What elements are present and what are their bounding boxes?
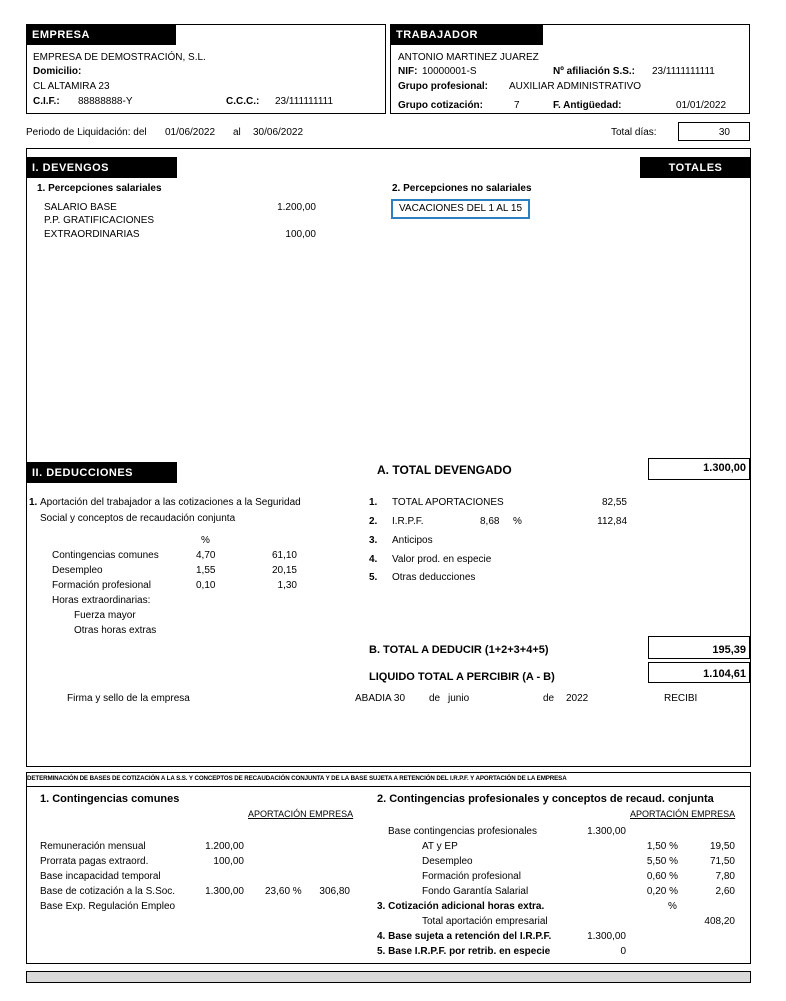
irpf-base-label: 4. Base sujeta a retención del I.R.P.F. — [377, 931, 552, 942]
afiliacion-label: Nº afiliación S.S.: — [553, 66, 636, 77]
remuneracion-label: Remuneración mensual — [40, 841, 146, 852]
empresa-name: EMPRESA DE DEMOSTRACIÓN, S.L. — [33, 52, 206, 63]
salarial-amount: 100,00 — [285, 229, 316, 240]
deduccion-right-num: 4. — [369, 554, 378, 565]
pct-header: % — [201, 535, 210, 546]
total-aportacion-value: 408,20 — [704, 916, 735, 927]
irpf-base-value: 1.300,00 — [587, 931, 626, 942]
horas-extra-cotizacion-label: 3. Cotización adicional horas extra. — [377, 901, 545, 912]
domicilio-label: Domicilio: — [33, 66, 82, 77]
base-profesionales-value: 1.300,00 — [587, 826, 626, 837]
aportacion-empresa-header: APORTACIÓN EMPRESA — [248, 809, 354, 819]
total-dias-label: Total días: — [611, 127, 657, 138]
firma-year: 2022 — [566, 693, 589, 704]
deduccion-right-num: 2. — [369, 516, 378, 527]
footer-bar — [26, 971, 751, 983]
grupo-value: AUXILIAR ADMINISTRATIVO — [509, 81, 642, 92]
horas-extra-label: Horas extraordinarias: — [52, 595, 151, 606]
prorrata-value: 100,00 — [213, 856, 244, 867]
deduccion-amount: 1,30 — [277, 580, 297, 591]
deduccion-right-label: Anticipos — [392, 535, 433, 546]
total-devengado-value: 1.300,00 — [648, 458, 750, 480]
base-cotizacion-label: Base de cotización a la S.Soc. — [40, 886, 176, 897]
base-cotizacion-value: 1.300,00 — [205, 886, 244, 897]
salariales-title: 1. Percepciones salariales — [37, 183, 162, 194]
liquido-label: LIQUIDO TOTAL A PERCIBIR (A - B) — [369, 671, 555, 683]
horas-extra-cotizacion-pct: % — [668, 901, 677, 912]
prof-item-label: Fondo Garantía Salarial — [422, 886, 529, 897]
fuerza-mayor-label: Fuerza mayor — [74, 610, 136, 621]
recibi-label: RECIBI — [664, 693, 698, 704]
trabajador-header: TRABAJADOR — [390, 24, 543, 45]
antiguedad-value: 01/01/2022 — [676, 100, 727, 111]
irpf-pct: 8,68 — [480, 516, 500, 527]
prof-item-pct: 1,50 % — [646, 841, 678, 852]
base-cotizacion-aport: 306,80 — [319, 886, 350, 897]
especie-value: 0 — [620, 946, 626, 957]
deduccion-right-num: 5. — [369, 572, 378, 583]
prof-item-label: Formación profesional — [422, 871, 521, 882]
remuneracion-value: 1.200,00 — [205, 841, 244, 852]
deduccion-right-num: 3. — [369, 535, 378, 546]
antiguedad-label: F. Antigüedad: — [553, 100, 622, 111]
no-salariales-title: 2. Percepciones no salariales — [392, 183, 532, 194]
total-aportacion-label: Total aportación empresarial — [422, 916, 548, 927]
periodo-label: Periodo de Liquidación: del — [26, 127, 147, 138]
nif-value: 10000001-S — [422, 66, 477, 77]
deduccion-label: Contingencias comunes — [52, 550, 159, 561]
aportacion-line2: Social y conceptos de recaudación conjunta — [40, 513, 236, 524]
prof-item-amount: 7,80 — [715, 871, 735, 882]
cotizacion-label: Grupo cotización: — [398, 100, 483, 111]
deduccion-label: Formación profesional — [52, 580, 151, 591]
profesionales-title: 2. Contingencias profesionales y conceptos de recaud. conjunta — [377, 793, 714, 805]
erte-label: Base Exp. Regulación Empleo — [40, 901, 176, 912]
prof-item-pct: 0,20 % — [646, 886, 678, 897]
ccc-value: 23/111111111 — [275, 96, 334, 107]
especie-label: 5. Base I.R.P.F. por retrib. en especie — [377, 946, 551, 957]
deduccion-right-label: TOTAL APORTACIONES — [392, 497, 504, 508]
no-salarial-item[interactable]: VACACIONES DEL 1 AL 15 — [391, 199, 530, 219]
prof-item-amount: 19,50 — [709, 841, 735, 852]
firma-label: Firma y sello de la empresa — [67, 693, 190, 704]
deduccion-right-num: 1. — [369, 497, 378, 508]
aportacion-empresa-header-2: APORTACIÓN EMPRESA — [630, 809, 736, 819]
deduccion-right-label: Valor prod. en especie — [392, 554, 492, 565]
periodo-to: 30/06/2022 — [253, 127, 304, 138]
cif-value: 88888888-Y — [78, 96, 133, 107]
cif-label: C.I.F.: — [33, 96, 60, 107]
firma-place: ABADIA 30 — [355, 693, 406, 704]
aportacion-line1: Aportación del trabajador a las cotizaciones a la Seguridad — [40, 497, 301, 508]
prof-item-pct: 5,50 % — [646, 856, 678, 867]
bases-title: DETERMINACIÓN DE BASES DE COTIZACIÓN A LA S.S. Y CONCEPTOS DE RECAUDACIÓN CONJUNTA Y DE LA BASE SUJETA A RETENCIÓN DEL I.R.P.F. Y APORTACIÓN DE LA EMPRESA — [27, 775, 567, 782]
totales-header: TOTALES — [640, 157, 751, 178]
deducciones-header: II. DEDUCCIONES — [26, 462, 177, 483]
total-dias-value: 30 — [718, 127, 730, 138]
deduccion-right-amount: 82,55 — [601, 497, 627, 508]
periodo-al: al — [233, 127, 241, 138]
afiliacion-value: 23/1111111111 — [652, 66, 715, 77]
base-profesionales-label: Base contingencias profesionales — [388, 826, 537, 837]
prof-item-pct: 0,60 % — [646, 871, 678, 882]
firma-month: junio — [448, 693, 470, 704]
periodo-from: 01/06/2022 — [165, 127, 216, 138]
prorrata-label: Prorrata pagas extraord. — [40, 856, 149, 867]
trabajador-name: ANTONIO MARTINEZ JUAREZ — [398, 52, 539, 63]
deduccion-right-label: I.R.P.F. — [392, 516, 424, 527]
liquido-value: 1.104,61 — [648, 662, 750, 683]
base-cotizacion-pct: 23,60 % — [265, 886, 302, 897]
salarial-amount: 1.200,00 — [277, 202, 316, 213]
incapacidad-label: Base incapacidad temporal — [40, 871, 161, 882]
prof-item-label: Desempleo — [422, 856, 473, 867]
irpf-pct-sign: % — [513, 516, 522, 527]
salarial-concept: EXTRAORDINARIAS — [44, 229, 140, 240]
comunes-title: 1. Contingencias comunes — [40, 793, 180, 805]
salarial-concept: SALARIO BASE — [44, 202, 117, 213]
empresa-address: CL ALTAMIRA 23 — [33, 81, 110, 92]
deduccion-amount: 61,10 — [271, 550, 297, 561]
firma-de1: de — [429, 693, 441, 704]
firma-de2: de — [543, 693, 555, 704]
devengos-header: I. DEVENGOS — [26, 157, 177, 178]
prof-item-amount: 2,60 — [715, 886, 735, 897]
deduccion-pct: 1,55 — [196, 565, 216, 576]
deduccion-pct: 4,70 — [196, 550, 216, 561]
deduccion-right-amount: 112,84 — [597, 516, 627, 527]
prof-item-label: AT y EP — [422, 841, 458, 852]
deduccion-right-label: Otras deducciones — [392, 572, 476, 583]
deduccion-label: Desempleo — [52, 565, 103, 576]
ccc-label: C.C.C.: — [226, 96, 260, 107]
otras-horas-label: Otras horas extras — [74, 625, 157, 636]
total-deducir-value: 195,39 — [648, 636, 750, 659]
deduccion-amount: 20,15 — [271, 565, 297, 576]
cotizacion-value: 7 — [514, 100, 520, 111]
empresa-header: EMPRESA — [26, 24, 176, 45]
total-deducir-label: B. TOTAL A DEDUCIR (1+2+3+4+5) — [369, 644, 549, 656]
prof-item-amount: 71,50 — [709, 856, 735, 867]
nif-label: NIF: — [398, 66, 418, 77]
salarial-concept: P.P. GRATIFICACIONES — [44, 215, 155, 226]
grupo-label: Grupo profesional: — [398, 81, 488, 92]
total-devengado-label: A. TOTAL DEVENGADO — [377, 463, 512, 477]
bases-title-divider — [26, 786, 751, 787]
aportacion-num: 1. — [29, 497, 38, 508]
deduccion-pct: 0,10 — [196, 580, 216, 591]
